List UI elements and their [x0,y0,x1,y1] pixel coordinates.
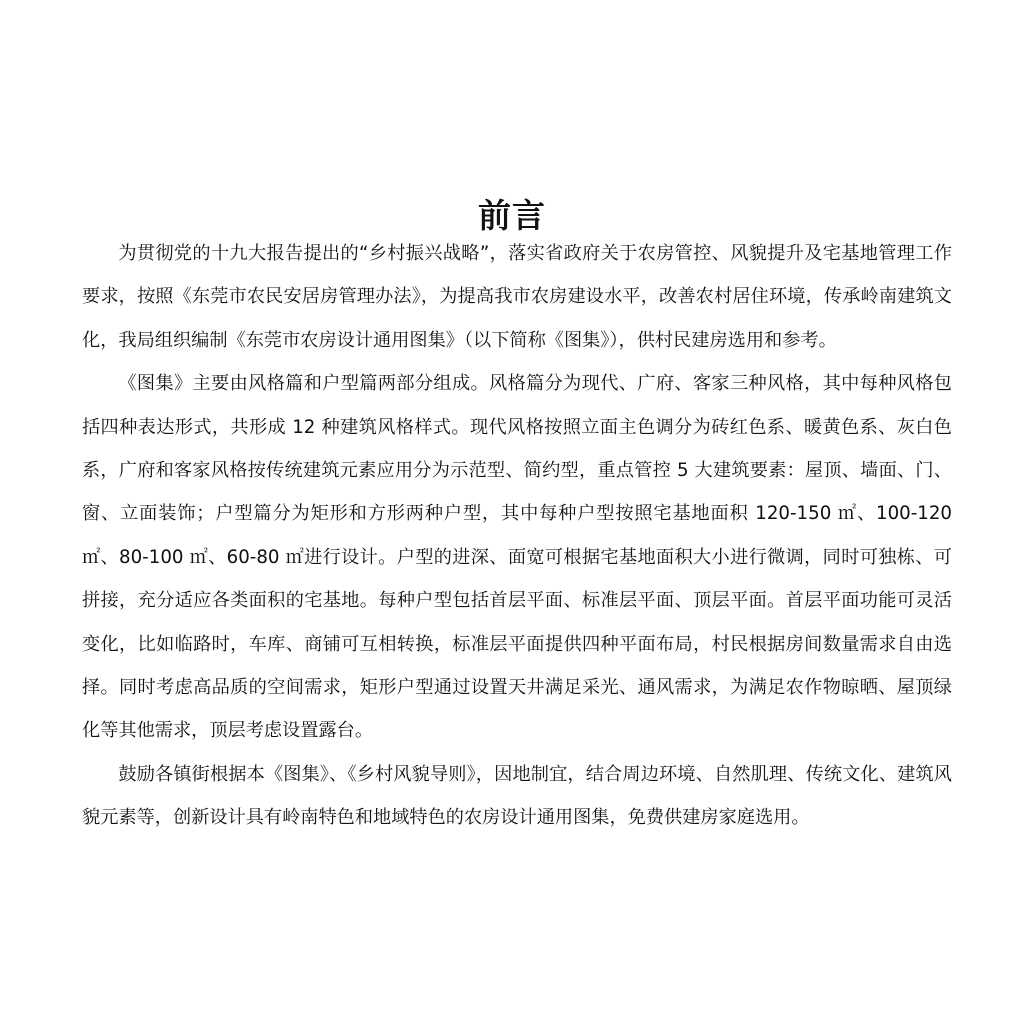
document-body [82,232,952,840]
paragraph-3: 鼓励各镇街根据本《图集》、《乡村风貌导则》，因地制宜，结合周边环境、自然肌理、传统文化、建筑风貌元素等，创新设计具有岭南特色和地域特色的农房设计通用图集，免费供建房家庭选用。 [82,763,952,829]
page-title: 前言 [478,196,546,236]
paragraph-2: 《图集》主要由风格篇和户型篇两部分组成。风格篇分为现代、广府、客家三种风格，其中每种风格包括四种表达形式，共形成 12 种建筑风格样式。现代风格按照立面主色调分为砖红色系、暖黄色系、灰白色系，广府和客家风格按传统建筑元素应用分为示范型、简约型，重点管控 5 大建筑要素：屋顶、墙面、门、窗、立面装饰；户型篇分为矩形和方形两种户型，其中每种户型按照宅基地面积 120-150 ㎡、100-120 ㎡、80-100 ㎡、60-80 ㎡进行设计。户型的进深、面宽可根据宅基地面积大小进行微调，同时可独栋、可拼接，充分适应各类面积的宅基地。每种户型包括首层平面、标准层平面、顶层平面。首层平面功能可灵活变化，比如临路时，车库、商铺可互相转换，标准层平面提供四种平面布局，村民根据房间数量需求自由选择。同时考虑高品质的空间需求，矩形户型通过设置天井满足采光、通风需求，为满足农作物晾晒、屋顶绿化等其他需求，顶层考虑设置露台。 [82,373,952,742]
paragraph-1: 为贯彻党的十九大报告提出的“乡村振兴战略”，落实省政府关于农房管控、风貌提升及宅基地管理工作要求，按照《东莞市农民安居房管理办法》，为提高我市农房建设水平，改善农村居住环境，传承岭南建筑文化，我局组织编制《东莞市农房设计通用图集》（以下简称《图集》），供村民建房选用和参考。 [82,243,952,351]
